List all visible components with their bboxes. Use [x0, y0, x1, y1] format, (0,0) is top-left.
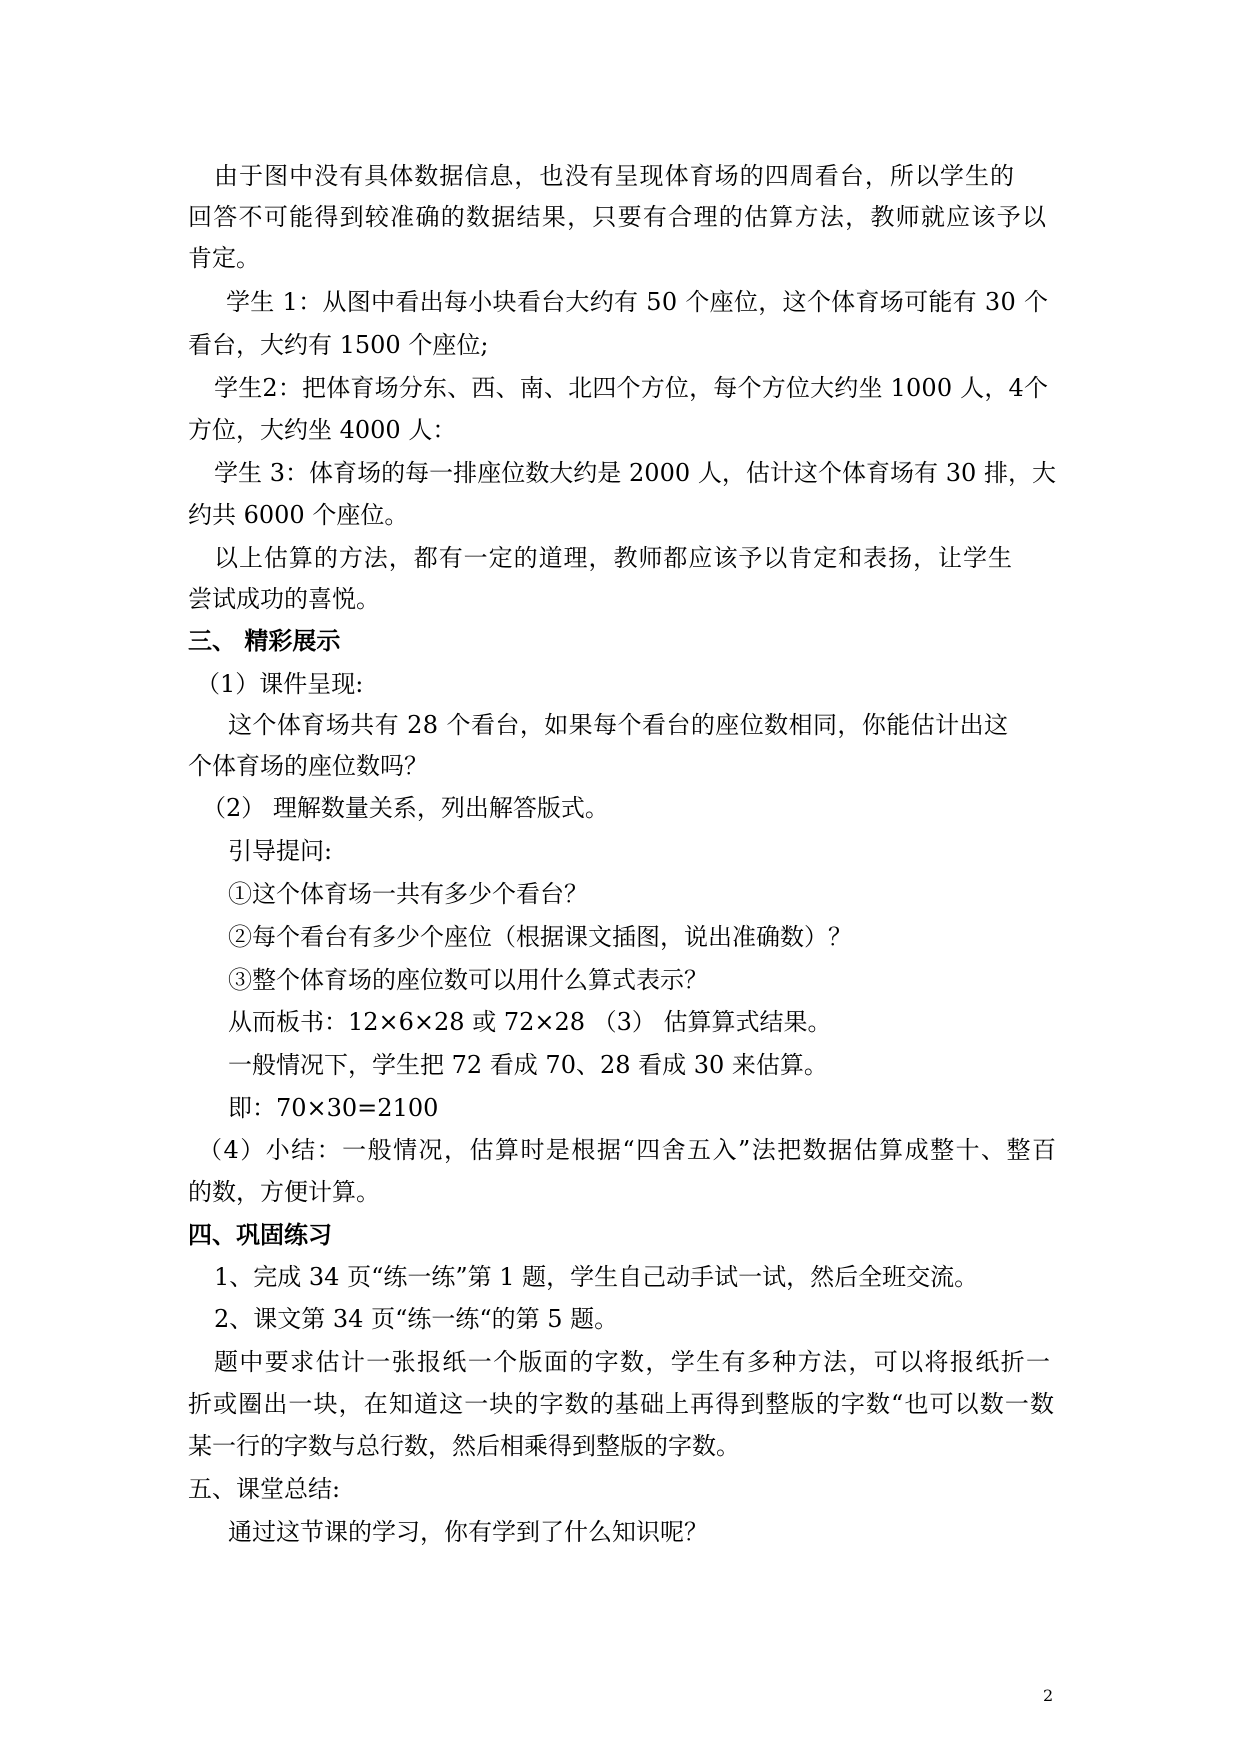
text-line: 以上估算的方法，都有一定的道理，教师都应该予以肯定和表扬，让学生	[214, 544, 1013, 572]
text-line: 这个体育场共有 28 个看台，如果每个看台的座位数相同，你能估计出这	[228, 711, 1009, 739]
text-line: 的数，方便计算。	[188, 1178, 380, 1206]
text-line: 学生2：把体育场分东、西、南、北四个方位，每个方位大约坐 1000 人，4个	[214, 374, 1049, 402]
text-line: 即：70×30=2100	[228, 1094, 439, 1122]
text-line: 学生 3：体育场的每一排座位数大约是 2000 人，估计这个体育场有 30 排，大	[214, 459, 1057, 487]
text-line: ①这个体育场一共有多少个看台？	[228, 880, 588, 908]
text-line: 1、完成 34 页“练一练”第 1 题，学生自己动手试一试，然后全班交流。	[214, 1263, 979, 1291]
text-line: （1）课件呈现:	[196, 670, 364, 698]
text-line: 由于图中没有具体数据信息，也没有呈现体育场的四周看台，所以学生的	[214, 162, 1016, 190]
text-line: 方位，大约坐 4000 人：	[188, 416, 457, 444]
text-line: 引导提问:	[228, 837, 333, 865]
text-line: 题中要求估计一张报纸一个版面的字数，学生有多种方法，可以将报纸折一	[214, 1348, 1052, 1376]
text-line: 某一行的字数与总行数，然后相乘得到整版的字数。	[188, 1432, 740, 1460]
text-line: 一般情况下，学生把 72 看成 70、28 看成 30 来估算。	[228, 1051, 828, 1079]
page-number: 2	[1043, 1686, 1054, 1705]
text-line: 肯定。	[188, 244, 260, 272]
text-line: ②每个看台有多少个座位（根据课文插图，说出准确数）？	[228, 923, 852, 951]
text-line: 五、课堂总结:	[188, 1475, 341, 1503]
text-line: 从而板书：12×6×28 或 72×28 （3） 估算算式结果。	[228, 1008, 832, 1036]
text-line: ③整个体育场的座位数可以用什么算式表示？	[228, 966, 708, 994]
text-line: （2） 理解数量关系，列出解答版式。	[202, 794, 609, 822]
section-heading: 三、 精彩展示	[188, 627, 341, 655]
text-line: 2、课文第 34 页“练一练“的第 5 题。	[214, 1305, 619, 1333]
text-line: 折或圈出一块，在知道这一块的字数的基础上再得到整版的字数“也可以数一数	[188, 1390, 1056, 1418]
text-line: 个体育场的座位数吗？	[188, 752, 428, 780]
section-heading: 四、巩固练习	[188, 1221, 332, 1249]
text-line: 回答不可能得到较准确的数据结果，只要有合理的估算方法，教师就应该予以	[188, 203, 1048, 231]
text-line: 看台，大约有 1500 个座位;	[188, 331, 489, 359]
text-line: 通过这节课的学习，你有学到了什么知识呢？	[228, 1518, 708, 1546]
text-line: 学生 1：从图中看出每小块看台大约有 50 个座位，这个体育场可能有 30 个	[226, 288, 1049, 316]
text-line: 尝试成功的喜悦。	[188, 585, 380, 613]
text-line: （4）小结：一般情况，估算时是根据“四舍五入”法把数据估算成整十、整百	[198, 1136, 1058, 1164]
text-line: 约共 6000 个座位。	[188, 501, 409, 529]
